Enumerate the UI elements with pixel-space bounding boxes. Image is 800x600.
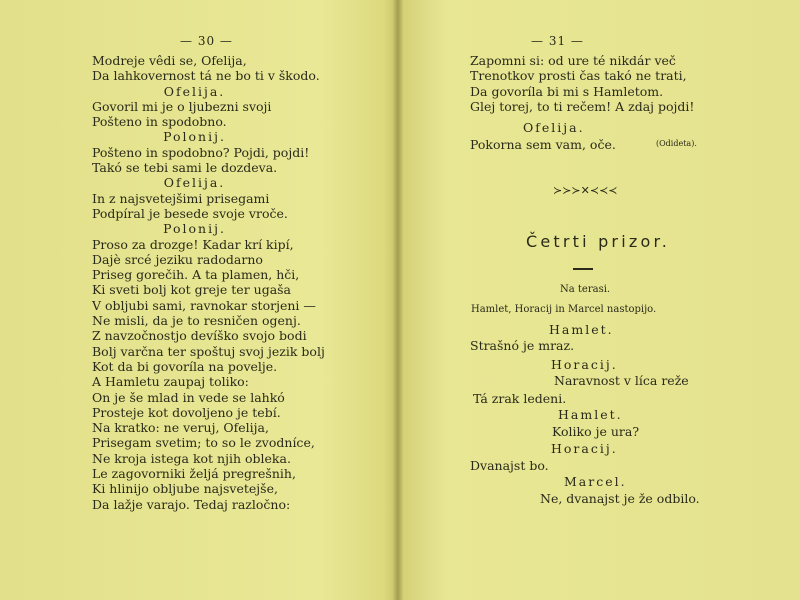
verse-line: Strašnó je mraz. (470, 338, 575, 353)
verse-line: Ki hlinijo obljube najsvetejše, (92, 481, 278, 497)
left-page-text (92, 53, 325, 512)
verse-line: Z navzočnostjo devíško svojo bodi (92, 328, 307, 344)
speaker-name: Hamlet. (549, 322, 614, 337)
page-number: — 31 — (531, 34, 584, 48)
right-page (403, 0, 800, 600)
verse-line: Dajè srcé jeziku radodarno (92, 251, 263, 267)
verse-line: Pokorna sem vam, oče. (470, 137, 616, 152)
setting-direction: Na terasi. (560, 284, 611, 295)
verse-line: Ne misli, da je to resničen ogenj. (92, 313, 301, 329)
verse-line: Pošteno in spodobno? Pojdi, pojdi! (92, 144, 310, 160)
verse-line: Ne kroja istega kot njih obleka. (92, 450, 291, 466)
scene-title: Četrti prizor. (526, 232, 671, 251)
right-page-text (470, 53, 694, 114)
verse-line: Modreje vêdi se, Ofelija, (92, 53, 247, 68)
speaker-name: Ofelija. (163, 175, 226, 191)
ornament-divider: ≻≻≻✕≺≺≺ (553, 184, 618, 197)
verse-line: Prisegam svetim; to so le zvodníce, (92, 435, 315, 451)
verse-line: V obljubi sami, ravnokar storjeni — (92, 297, 316, 313)
verse-line: Pošteno in spodobno. (92, 114, 227, 130)
speaker-name: Polonij. (163, 221, 226, 237)
verse-line: Da lahkovernost tá ne bo ti v škodo. (92, 68, 320, 84)
title-rule (573, 268, 593, 270)
page-number: — 30 — (180, 34, 233, 48)
verse-line: Na kratko: ne veruj, Ofelija, (92, 420, 269, 436)
verse-line: Da govoríla bi mi s Hamletom. (470, 83, 664, 99)
verse-line: Priseg gorečih. A ta plamen, hči, (92, 267, 300, 283)
verse-line: Takó se tebi sami le dozdeva. (92, 160, 278, 176)
speaker-name: Horacij. (551, 441, 618, 456)
verse-line: Govoril mi je o ljubezni svoji (92, 98, 272, 114)
verse-line: A Hamletu zaupaj toliko: (92, 374, 249, 390)
verse-line: Trenotkov prosti čas takó ne trati, (470, 68, 687, 84)
verse-line: Podpíral je besede svoje vroče. (92, 205, 288, 221)
entrance-direction: Hamlet, Horacij in Marcel nastopijo. (471, 304, 657, 315)
speaker-name: Horacij. (551, 357, 618, 372)
verse-line: Koliko je ura? (552, 424, 640, 439)
verse-line: Tá zrak ledeni. (473, 391, 567, 406)
left-page (0, 0, 395, 600)
verse-line: Ne, dvanajst je že odbilo. (540, 491, 700, 506)
verse-line: Kot da bi govoríla na povelje. (92, 358, 278, 374)
verse-line: Bolj varčna ter spoštuj svoj jezik bolj (92, 343, 325, 359)
speaker-name: Marcel. (564, 474, 627, 489)
verse-line: Dvanajst bo. (470, 458, 549, 473)
verse-line: On je še mlad in vede se lahkó (92, 389, 285, 405)
stage-direction: (Odideta). (656, 139, 697, 148)
speaker-name: Polonij. (163, 129, 226, 145)
verse-line: Zapomni si: od ure té nikdár več (470, 53, 676, 68)
speaker-name: Ofelija. (163, 83, 226, 99)
verse-line: Da lažje varajo. Tedaj razločno: (92, 496, 291, 512)
speaker-name: Hamlet. (558, 407, 623, 422)
verse-line: Prosteje kot dovoljeno je tebí. (92, 404, 281, 420)
verse-line: In z najsvetejšimi prisegami (92, 190, 270, 206)
verse-line: Proso za drozge! Kadar krí kipí, (92, 236, 294, 252)
verse-line: Ki sveti bolj kot greje ter ugaša (92, 282, 292, 298)
verse-line: Naravnost v líca reže (554, 373, 689, 388)
verse-line: Glej torej, to ti rečem! A zdaj pojdi! (470, 98, 695, 114)
verse-line: Le zagovorniki željá pregrešnih, (92, 466, 296, 482)
speaker-name: Ofelija. (523, 120, 585, 135)
